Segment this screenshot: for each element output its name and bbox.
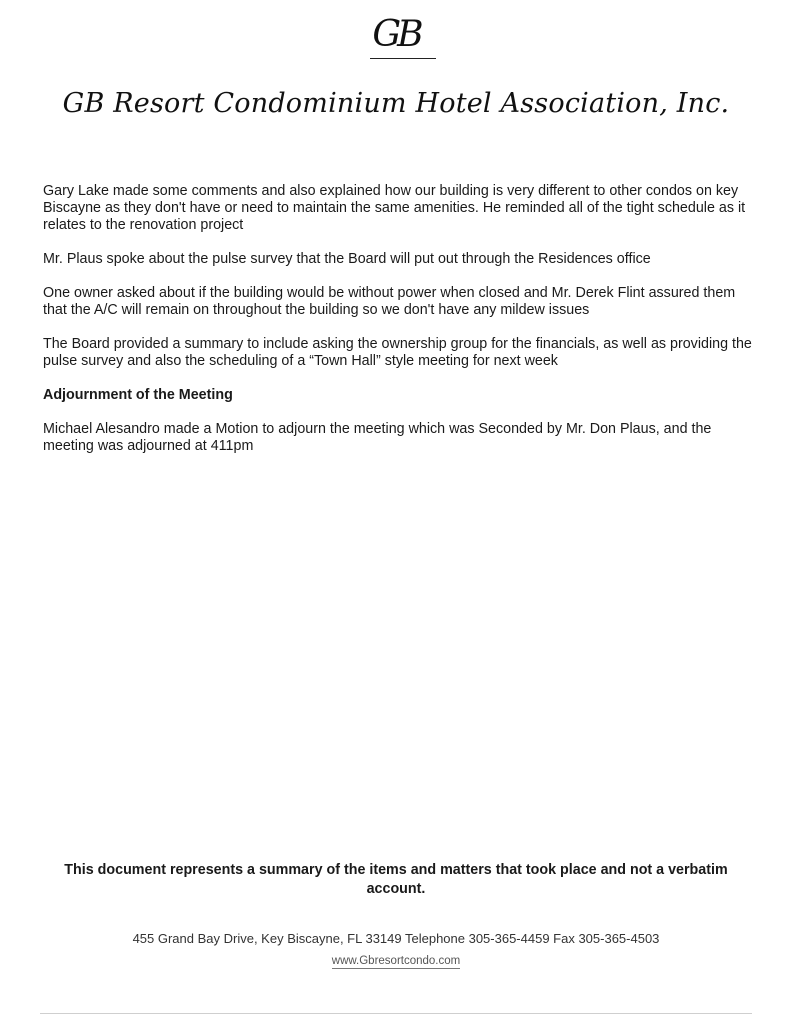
website-link[interactable]: www.Gbresortcondo.com [331,955,461,967]
paragraph-adjournment: Michael Alesandro made a Motion to adjourn the meeting which was Seconded by Mr. Don Plaus, and the meeting was adjourned at 411pm [43,421,712,454]
paragraph-power-question: One owner asked about if the building would be without power when closed and Mr. Derek Flint assured them that the A/C will remain on throughout the building so we don't have any mildew issues [43,285,736,318]
association-name: GB Resort Condominium Hotel Association, Inc. [62,88,730,119]
document-body [43,183,755,472]
footer-website [0,955,792,967]
footer-address: 455 Grand Bay Drive, Key Biscayne, FL 33149 Telephone 305-365-4459 Fax 305-365-4503 [132,931,660,946]
section-heading-adjournment: Adjournment of the Meeting [43,387,233,403]
logo-monogram: GB [372,14,420,55]
logo-underline [370,58,436,59]
paragraph-pulse-survey: Mr. Plaus spoke about the pulse survey that the Board will put out through the Residences office [43,251,651,267]
paragraph-board-summary: The Board provided a summary to include asking the ownership group for the financials, as well as providing the pulse survey and also the scheduling of a “Town Hall” style meeting for next week [43,336,752,369]
paragraph-gary-lake: Gary Lake made some comments and also explained how our building is very different to other condos on key Biscayne as they don't have or need to maintain the same amenities. He reminded all of the tight schedule as it relates to the renovation project [43,183,746,233]
page-bottom-rule [40,1013,752,1014]
disclaimer-text: This document represents a summary of the items and matters that took place and not a verbatim account. [64,862,728,897]
